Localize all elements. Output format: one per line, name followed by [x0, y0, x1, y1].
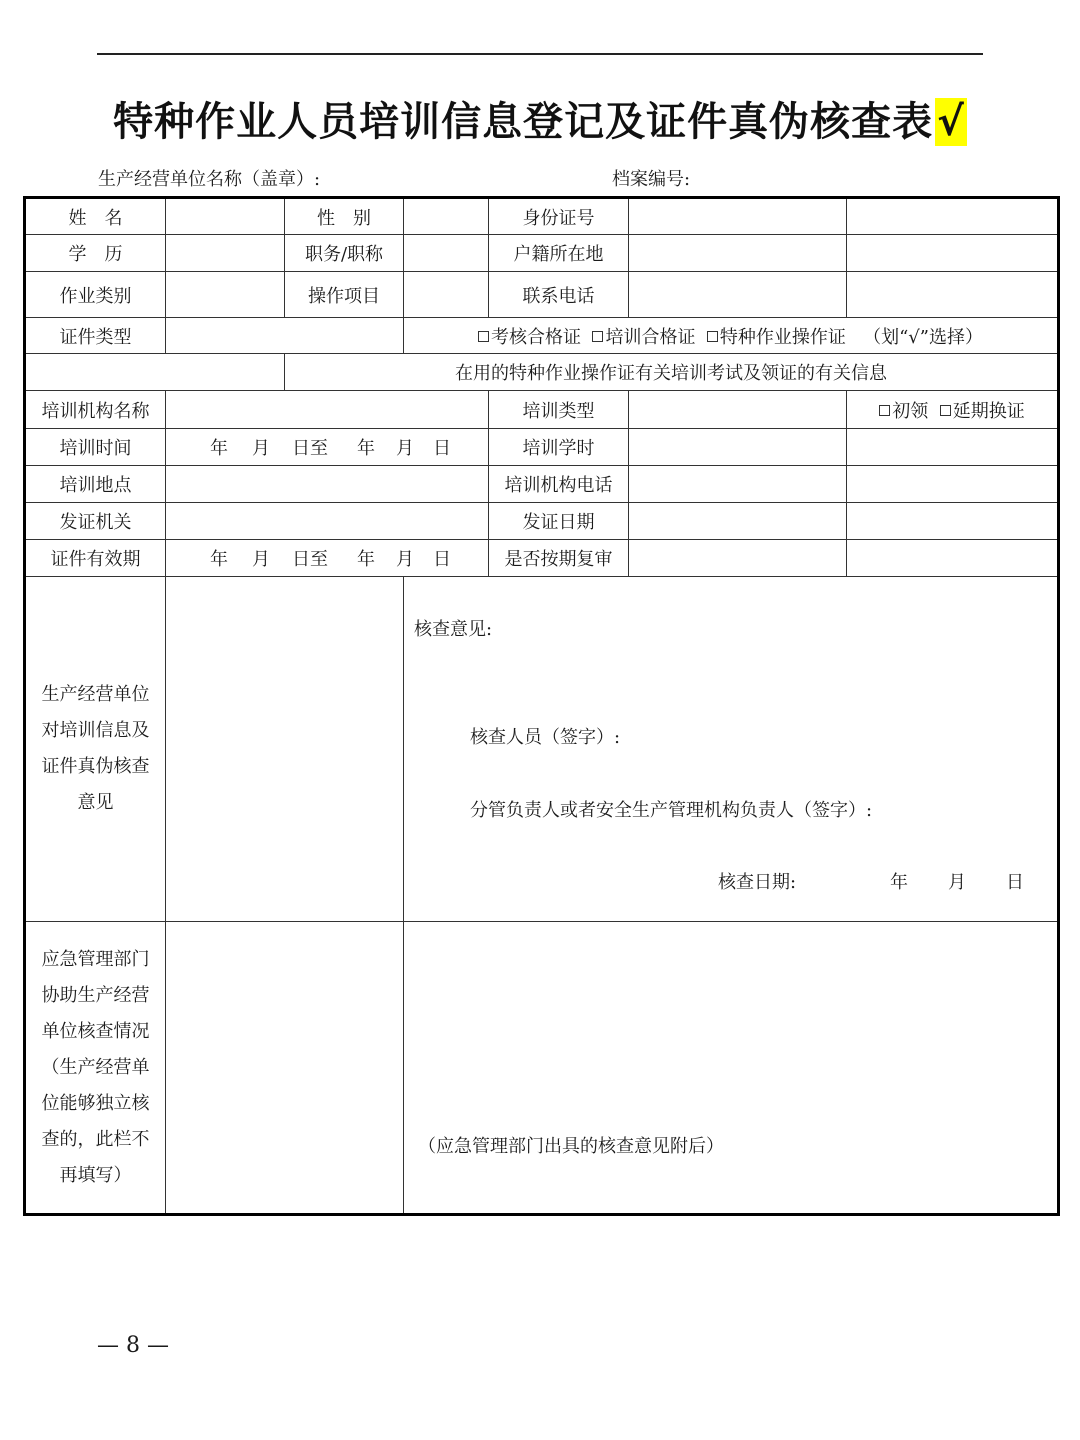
- date-year: 年: [210, 549, 228, 570]
- row-emergency: [25, 922, 1059, 1215]
- train-place-label: 培训地点: [25, 466, 166, 503]
- date-year: 年: [357, 438, 375, 459]
- issuer-label: 发证机关: [25, 503, 166, 540]
- emergency-note: （应急管理部门出具的核查意见附后）: [418, 1136, 724, 1157]
- emergency-line: 再填写）: [59, 1164, 132, 1186]
- train-time-field[interactable]: [166, 429, 489, 466]
- date-day-to: 日至: [292, 438, 328, 459]
- gender-label: 性 别: [285, 198, 404, 235]
- cert-option-label: 培训合格证: [605, 326, 696, 348]
- id-number-label: 身份证号: [489, 198, 629, 235]
- domicile-label: 户籍所在地: [489, 235, 629, 272]
- row-issuer: [25, 503, 1059, 540]
- recheck-label: 是否按期复审: [489, 540, 629, 577]
- row-validity: [25, 540, 1059, 577]
- title-text: 特种作业人员培训信息登记及证件真伪核查表: [113, 99, 934, 145]
- extra-cell[interactable]: [847, 429, 1059, 466]
- unit-review-line: 生产经营单位: [41, 684, 150, 705]
- review-date-label: 核查日期:: [718, 872, 797, 893]
- extra-cell[interactable]: [847, 235, 1059, 272]
- emergency-blank[interactable]: [166, 922, 404, 1215]
- date-month: 月: [252, 438, 270, 459]
- row-unit-review: [25, 577, 1059, 922]
- train-checkbox[interactable]: [879, 405, 890, 416]
- title-checkmark: √: [937, 99, 965, 145]
- cert-type-options: [404, 318, 1059, 354]
- emergency-line: 应急管理部门: [41, 948, 150, 970]
- date-year: 年: [357, 549, 375, 570]
- opinion-label: 核查意见:: [414, 619, 493, 640]
- unit-review-line: 证件真伪核查: [41, 756, 150, 777]
- date-day-to: 日至: [292, 549, 328, 570]
- name-label: 姓 名: [25, 198, 166, 235]
- registration-form-table: [23, 196, 1060, 1216]
- extra-cell[interactable]: [847, 272, 1059, 318]
- category-label: 作业类别: [25, 272, 166, 318]
- train-hours-field[interactable]: [629, 429, 847, 466]
- cert-type-label: 证件类型: [25, 318, 166, 354]
- unit-review-label: [25, 577, 166, 922]
- extra-cell[interactable]: [847, 540, 1059, 577]
- unit-name-label: 生产经营单位名称（盖章）:: [98, 169, 321, 190]
- row-education: [25, 235, 1059, 272]
- section-blank-cell: [25, 354, 285, 391]
- page-number: — 8 —: [97, 1333, 169, 1358]
- cert-checkbox[interactable]: [707, 331, 718, 342]
- cert-checkbox[interactable]: [478, 331, 489, 342]
- extra-cell[interactable]: [847, 466, 1059, 503]
- validity-field[interactable]: [166, 540, 489, 577]
- checker-signature-label: 核查人员（签字）:: [470, 727, 621, 748]
- photo-cell[interactable]: [847, 198, 1059, 235]
- cert-option-label: 特种作业操作证: [719, 326, 846, 348]
- train-hours-label: 培训学时: [489, 429, 629, 466]
- train-option-label: 初领: [892, 400, 929, 422]
- emergency-line: 协助生产经营: [41, 984, 150, 1006]
- unit-review-line: 意见: [77, 792, 114, 813]
- cert-type-field[interactable]: [166, 318, 404, 354]
- operation-field[interactable]: [404, 272, 489, 318]
- date-month: 月: [396, 549, 414, 570]
- row-training-place: [25, 466, 1059, 503]
- train-type-options: [847, 391, 1059, 429]
- cert-option-label: 考核合格证: [491, 326, 582, 348]
- domicile-field[interactable]: [629, 235, 847, 272]
- operation-label: 操作项目: [285, 272, 404, 318]
- phone-field[interactable]: [629, 272, 847, 318]
- phone-label: 联系电话: [489, 272, 629, 318]
- date-month: 月: [396, 438, 414, 459]
- org-name-field[interactable]: [166, 391, 489, 429]
- org-name-label: 培训机构名称: [25, 391, 166, 429]
- train-type-field[interactable]: [629, 391, 847, 429]
- review-date: [718, 868, 1024, 894]
- review-date-year: 年: [890, 872, 908, 893]
- position-label: 职务/职称: [285, 235, 404, 272]
- position-field[interactable]: [404, 235, 489, 272]
- row-cert-type: [25, 318, 1059, 354]
- emergency-label: [25, 922, 166, 1215]
- top-rule: [97, 53, 983, 55]
- row-training-time: [25, 429, 1059, 466]
- cert-checkbox[interactable]: [592, 331, 603, 342]
- name-field[interactable]: [166, 198, 285, 235]
- org-phone-label: 培训机构电话: [489, 466, 629, 503]
- date-month: 月: [252, 549, 270, 570]
- id-number-field[interactable]: [629, 198, 847, 235]
- date-day: 日: [433, 438, 451, 459]
- issue-date-label: 发证日期: [489, 503, 629, 540]
- extra-cell[interactable]: [847, 503, 1059, 540]
- row-category: [25, 272, 1059, 318]
- review-date-day: 日: [1006, 872, 1024, 893]
- unit-review-blank[interactable]: [166, 577, 404, 922]
- gender-field[interactable]: [404, 198, 489, 235]
- issue-date-field[interactable]: [629, 503, 847, 540]
- row-section-header: [25, 354, 1059, 391]
- row-training-org: [25, 391, 1059, 429]
- emergency-line: 查的，此栏不: [41, 1128, 150, 1150]
- train-type-label: 培训类型: [489, 391, 629, 429]
- unit-review-opinion[interactable]: [404, 577, 1059, 922]
- train-place-field[interactable]: [166, 466, 489, 503]
- emergency-line: 位能够独立核: [41, 1092, 150, 1114]
- unit-review-line: 对培训信息及: [41, 720, 150, 741]
- org-phone-field[interactable]: [629, 466, 847, 503]
- review-date-month: 月: [948, 872, 966, 893]
- recheck-field[interactable]: [629, 540, 847, 577]
- row-name: [25, 198, 1059, 235]
- emergency-opinion[interactable]: [404, 922, 1059, 1215]
- validity-label: 证件有效期: [25, 540, 166, 577]
- emergency-line: （生产经营单: [41, 1056, 150, 1078]
- train-checkbox[interactable]: [940, 405, 951, 416]
- category-field[interactable]: [166, 272, 285, 318]
- train-option-label: 延期换证: [952, 400, 1025, 422]
- issuer-field[interactable]: [166, 503, 489, 540]
- file-number-label: 档案编号:: [612, 169, 691, 190]
- education-label: 学 历: [25, 235, 166, 272]
- manager-signature-label: 分管负责人或者安全生产管理机构负责人（签字）:: [470, 800, 873, 821]
- train-time-label: 培训时间: [25, 429, 166, 466]
- education-field[interactable]: [166, 235, 285, 272]
- page-title: [0, 90, 1080, 147]
- emergency-line: 单位核查情况: [41, 1020, 150, 1042]
- date-day: 日: [433, 549, 451, 570]
- section-header: 在用的特种作业操作证有关培训考试及领证的有关信息: [285, 354, 1059, 391]
- date-year: 年: [210, 438, 228, 459]
- cert-hint: （划“√”选择）: [863, 326, 983, 348]
